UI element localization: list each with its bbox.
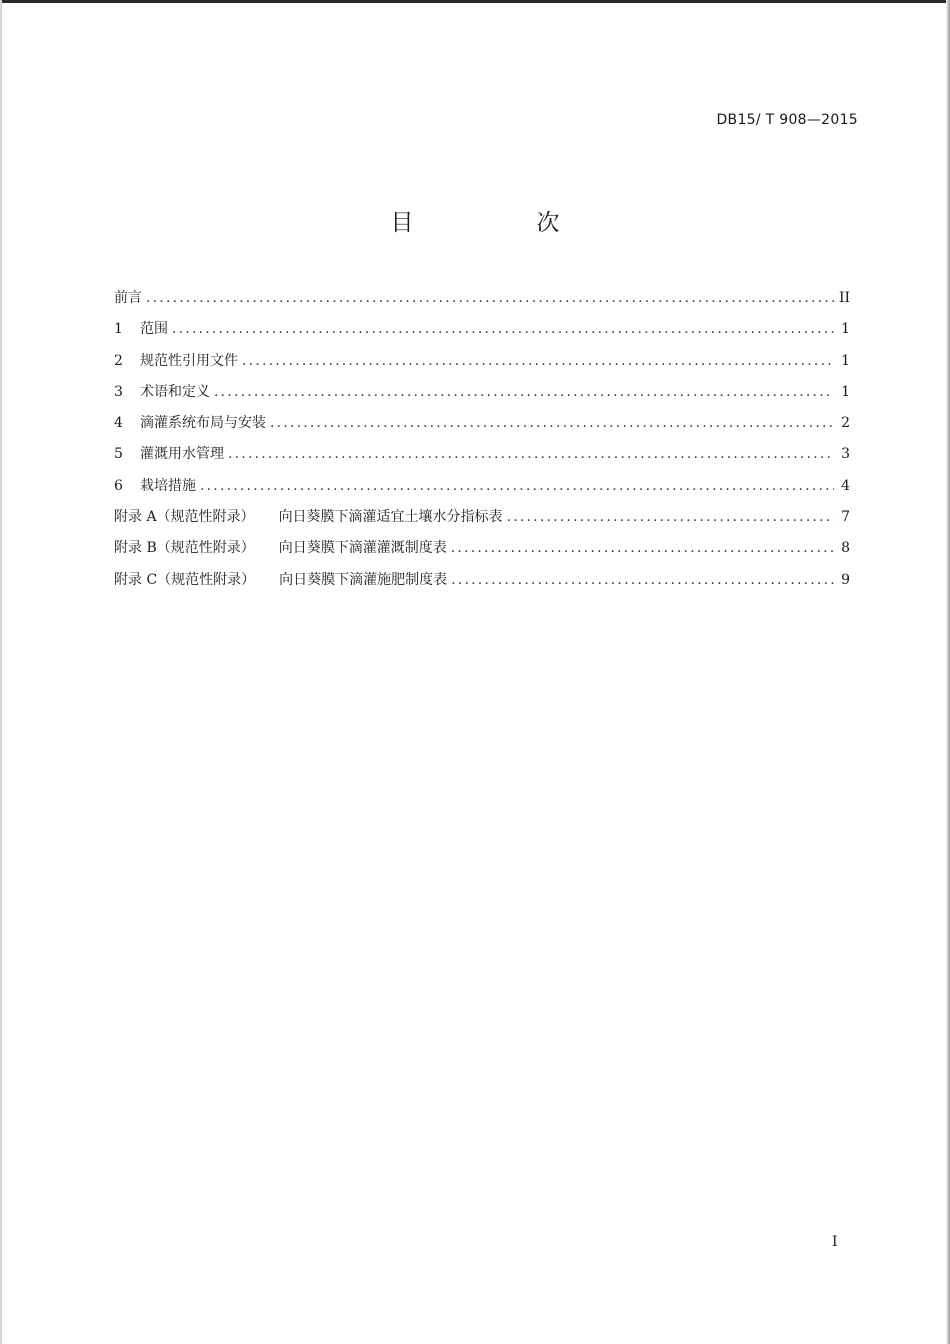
toc-entry-label: 栽培措施 — [140, 477, 196, 494]
toc-entry-page: 9 — [841, 571, 850, 588]
toc-entry-page: 2 — [841, 415, 850, 432]
toc-leader-dots — [172, 314, 834, 345]
toc-entry-label: 术语和定义 — [140, 383, 210, 400]
toc-entry-label: 范围 — [140, 321, 168, 338]
toc-entry-scope[interactable] — [114, 314, 850, 345]
toc-appendix-tag: 附录 A（规范性附录） — [114, 509, 255, 526]
toc-entry-normative-references[interactable] — [114, 346, 850, 377]
toc-entry-label: 规范性引用文件 — [140, 352, 238, 369]
toc-entry-label: 向日葵膜下滴灌适宜土壤水分指标表 — [278, 509, 503, 526]
toc-leader-dots — [146, 283, 834, 314]
toc-entry-appendix-c[interactable] — [114, 565, 850, 596]
toc-entry-appendix-a[interactable] — [114, 502, 850, 533]
toc-entry-label: 前言 — [114, 290, 142, 306]
toc-leader-dots — [200, 471, 834, 502]
toc-leader-dots — [214, 377, 834, 408]
toc-entry-number: 3 — [114, 383, 123, 400]
toc-entry-number: 4 — [114, 415, 123, 432]
table-of-contents — [114, 283, 850, 596]
toc-leader-dots — [228, 439, 834, 470]
toc-entry-number: 5 — [114, 446, 123, 463]
scan-edge-left — [0, 0, 2, 1344]
toc-entry-label: 灌溉用水管理 — [140, 446, 224, 463]
toc-appendix-tag: 附录 B（规范性附录） — [114, 540, 255, 557]
toc-entry-page: 8 — [841, 540, 850, 557]
toc-entry-label: 向日葵膜下滴灌施肥制度表 — [279, 571, 448, 588]
toc-entry-label: 滴灌系统布局与安装 — [140, 415, 266, 432]
toc-entry-terms-definitions[interactable] — [114, 377, 850, 408]
toc-leader-dots — [451, 565, 834, 596]
toc-leader-dots — [507, 502, 834, 533]
toc-entry-number: 6 — [114, 477, 123, 494]
toc-entry-system-layout[interactable] — [114, 408, 850, 439]
toc-leader-dots — [451, 533, 834, 564]
toc-entry-number: 1 — [114, 321, 123, 338]
toc-entry-page: 3 — [841, 446, 850, 463]
toc-entry-page: 1 — [841, 321, 850, 338]
toc-entry-number: 2 — [114, 352, 123, 369]
toc-entry-page: 4 — [841, 477, 850, 494]
toc-entry-foreword[interactable] — [114, 283, 850, 314]
toc-title: 目 次 — [390, 210, 610, 236]
scan-edge-top — [0, 0, 950, 3]
toc-entry-page: 1 — [841, 383, 850, 400]
toc-leader-dots — [242, 346, 834, 377]
toc-leader-dots — [270, 408, 834, 439]
page-number: I — [832, 1234, 838, 1250]
scan-edge-right — [946, 0, 950, 1344]
toc-entry-page: II — [838, 290, 850, 306]
toc-entry-page: 7 — [841, 509, 850, 526]
toc-entry-label: 向日葵膜下滴灌灌溉制度表 — [278, 540, 447, 557]
toc-appendix-tag: 附录 C（规范性附录） — [114, 571, 256, 588]
toc-entry-page: 1 — [841, 352, 850, 369]
toc-entry-appendix-b[interactable] — [114, 533, 850, 564]
toc-entry-cultivation[interactable] — [114, 471, 850, 502]
toc-entry-water-management[interactable] — [114, 439, 850, 470]
standard-code: DB15/ T 908—2015 — [716, 112, 858, 128]
